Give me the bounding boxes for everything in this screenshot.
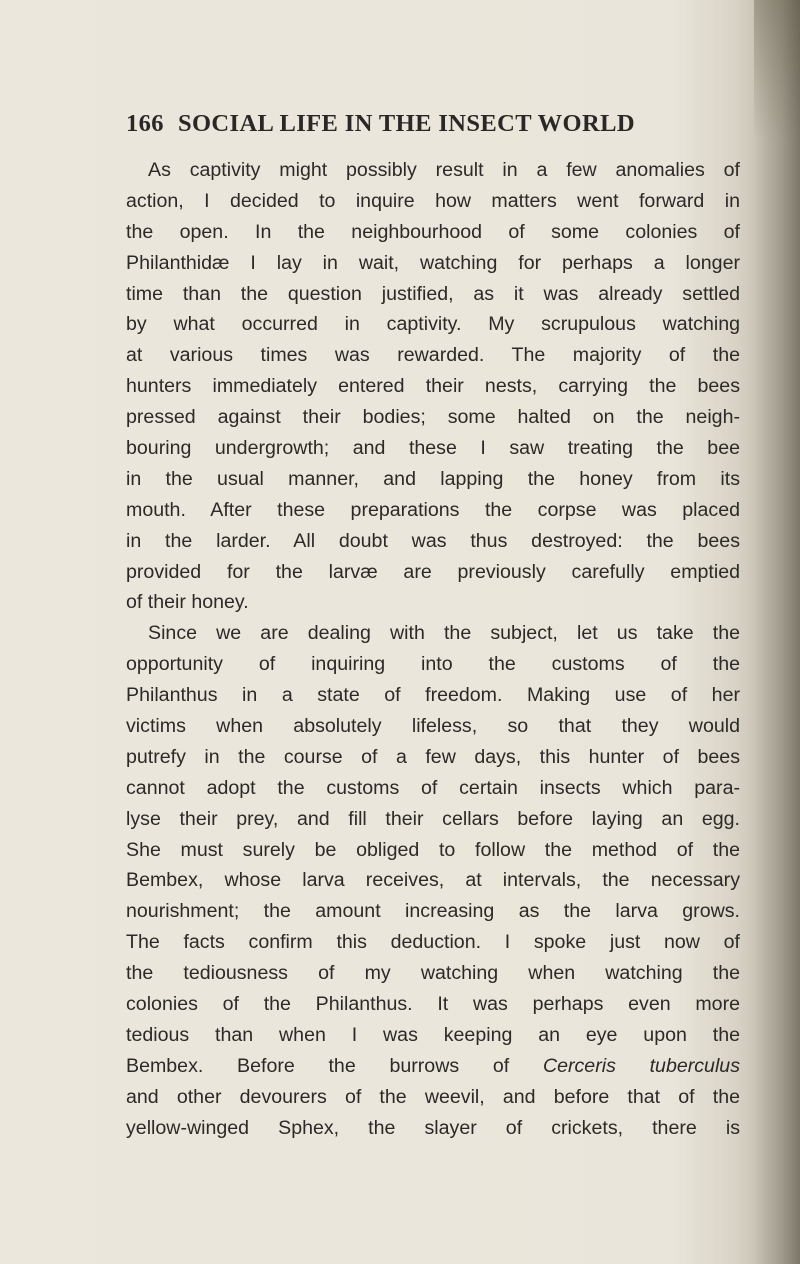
running-title: SOCIAL LIFE IN THE INSECT WORLD <box>177 110 635 137</box>
text-line: yellow-winged Sphex, the slayer of crickets, there is <box>126 1116 740 1139</box>
text-line: tedious than when I was keeping an eye upon the <box>126 1023 740 1046</box>
text-line: victims when absolutely lifeless, so that they would <box>126 715 740 738</box>
text-line: pressed against their bodies; some halted on the neigh- <box>126 406 740 429</box>
text-line: in the usual manner, and lapping the honey from its <box>126 467 740 490</box>
text-line: As captivity might possibly result in a few anomalies of <box>148 159 740 181</box>
page-gutter-shadow <box>754 0 800 1264</box>
text-line: opportunity of inquiring into the customs of the <box>126 653 740 676</box>
text-line <box>126 1051 740 1082</box>
text-line: lyse their prey, and fill their cellars before laying an egg. <box>126 807 740 830</box>
text-line: bouring undergrowth; and these I saw treating the bee <box>126 437 740 460</box>
text-line: the tediousness of my watching when watching the <box>126 962 740 985</box>
text-line: Bembex, whose larva receives, at intervals, the necessary <box>126 869 740 892</box>
species-name-italic: Cerceris tuberculus <box>542 1054 740 1077</box>
text-line: time than the question justified, as it was already settled <box>126 282 740 305</box>
body-text <box>126 155 740 1144</box>
text-line: nourishment; the amount increasing as the larva grows. <box>126 900 740 923</box>
text-line: colonies of the Philanthus. It was perhaps even more <box>126 993 740 1016</box>
text-line: putrefy in the course of a few days, this hunter of bees <box>126 745 740 768</box>
text-line: She must surely be obliged to follow the method of the <box>126 838 740 861</box>
text-line: hunters immediately entered their nests, carrying the bees <box>126 375 740 398</box>
text-line: provided for the larvæ are previously carefully emptied <box>126 560 740 583</box>
text-line: mouth. After these preparations the corpse was placed <box>126 498 740 521</box>
text-line: by what occurred in captivity. My scrupulous watching <box>126 313 740 336</box>
text-line: of their honey. <box>126 591 249 614</box>
text-line: cannot adopt the customs of certain insects which para- <box>126 776 740 799</box>
text-line: the open. In the neighbourhood of some colonies of <box>126 220 740 243</box>
text-line: Since we are dealing with the subject, let us take the <box>148 622 740 645</box>
text-line: at various times was rewarded. The majority of the <box>126 344 740 367</box>
text-line: The facts confirm this deduction. I spoke just now of <box>126 931 740 954</box>
text-line: Philanthus in a state of freedom. Making use of her <box>126 684 740 707</box>
running-header <box>126 112 766 137</box>
text-line: in the larder. All doubt was thus destroyed: the bees <box>126 529 740 552</box>
text-fragment: Bembex. Before the burrows of <box>126 1054 510 1077</box>
text-line: and other devourers of the weevil, and before that of the <box>126 1085 740 1108</box>
text-line: Philanthidæ I lay in wait, watching for perhaps a longer <box>126 251 740 274</box>
text-line: action, I decided to inquire how matters went forward in <box>126 189 740 212</box>
page-number: 166 <box>126 110 164 137</box>
